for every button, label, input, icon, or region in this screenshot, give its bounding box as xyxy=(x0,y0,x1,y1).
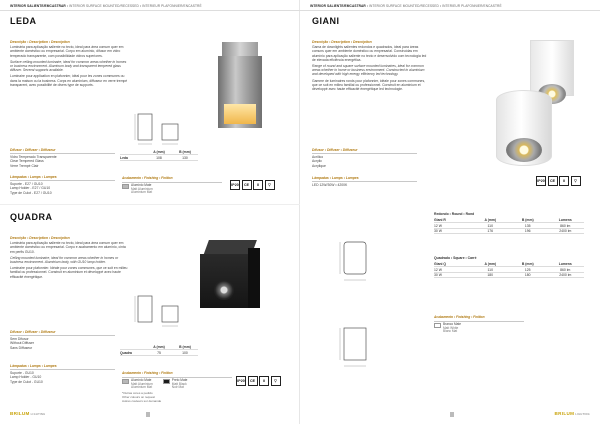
leda-diffuser-heading: Difusor • Diffuser • Diffuseur xyxy=(10,148,115,154)
table-cell: A (mm) xyxy=(153,150,165,155)
leda-finishing xyxy=(122,177,222,195)
leda-diffuser-line: Clear Tempered Glass xyxy=(10,159,44,164)
ip20-icon: IP20 xyxy=(230,180,240,190)
table-cell: 30 W xyxy=(434,272,442,277)
giani-square-drawing xyxy=(336,322,376,372)
giani-lamps xyxy=(312,176,417,187)
leda-desc-heading: Descrição • Description • Description xyxy=(10,40,70,44)
quadra-desc-fr: Luminaire pour plafonnier. Idéale pour zones communes, que ce soit en milieu familial ou professionnel. Construit en aluminium et développé avec haute efficacité énergétique. xyxy=(10,266,128,279)
leda-desc-pt: Luminária para aplicação saliente no tecto, ideal para área comum quer em ambiente doméstico ou empresarial. Corpo em alumínio, difusor em vidro temperado transparente, com possibilidade vidros superiores. xyxy=(10,45,124,58)
finish-label: Preto Mate xyxy=(171,377,188,382)
giani-diffuser xyxy=(312,148,417,168)
giani-title: GIANI xyxy=(312,16,340,26)
giani-diffuser-line: Acrylique xyxy=(312,163,326,168)
leda-diffuser-line: Verre Trempé Clair xyxy=(10,163,39,168)
giani-lamps-heading: Lâmpadas • Lamps • Lampes xyxy=(312,176,417,182)
table-row xyxy=(120,350,198,355)
table-cell: 12 W xyxy=(434,267,442,272)
ce-mark-icon: CE xyxy=(248,376,258,386)
class-ii-icon: II xyxy=(259,376,269,386)
table-cell: A (mm) xyxy=(153,345,165,350)
quadra-desc-en: Ceiling mounted luminaire, ideal for common areas whether in homes or business environment. Aluminium body, with GU10 lamp holder. xyxy=(10,255,119,265)
finish-label: Aluminium Mat xyxy=(131,385,153,390)
ip20-icon: IP20 xyxy=(536,176,546,186)
finish-label: Aluminium Mat xyxy=(131,190,153,195)
table-cell: 130 xyxy=(182,155,188,160)
giani-diffuser-line: Acrílico xyxy=(312,155,324,160)
ce-mark-icon: CE xyxy=(242,180,252,190)
leda-lamps xyxy=(10,175,115,195)
table-cell: 108 xyxy=(156,155,162,160)
finish-swatch xyxy=(434,323,441,328)
quadra-finishing xyxy=(122,372,232,404)
leda-description xyxy=(10,40,128,87)
page-header: INTERIOR SALIENTE/EMCASTRAR • INTERIOR SURFACE MOUNTED/RECESSED • INTERIEUR PLAFONNIER/ENCASTRÉ xyxy=(310,4,502,8)
note-line: *Outras cores a pedido xyxy=(122,391,153,396)
leda-lamp-line: Suporte - E27 / GU10 xyxy=(10,182,43,187)
finish-label: Matt Black xyxy=(171,381,187,386)
quadra-desc-pt: Luminária para aplicação saliente no tecto, ideal para área comum quer em ambiente doméstico ou empresarial. Corpo e acabamento em alumínio, cinta em perfis GU10. xyxy=(10,241,126,254)
leda-title: LEDA xyxy=(10,16,37,26)
giani-round-lens xyxy=(506,138,542,162)
finish-label: Alumínio Mate xyxy=(131,377,152,382)
leda-lamp-line: Lamp Holder - E27 / GU10 xyxy=(10,186,51,191)
finish-swatch-item xyxy=(122,184,212,195)
table-cell: B (mm) xyxy=(179,345,191,350)
page-marker xyxy=(450,412,454,417)
leda-diffuser xyxy=(10,148,115,168)
table-cell: 30 W xyxy=(434,228,442,233)
table-cell: B (mm) xyxy=(521,218,534,223)
quadra-dimensions-table xyxy=(120,345,198,356)
table-cell: Quadra xyxy=(120,350,132,355)
note-line: Autres couleurs sur demande xyxy=(122,398,162,403)
table-cell: Lumens xyxy=(558,218,572,223)
giani-finishing-heading: Acabamento • Finishing • Finition xyxy=(434,316,524,322)
giani-description xyxy=(312,40,430,91)
quadra-diffuser-line: Sem Difusor xyxy=(10,337,29,342)
table-cell: 12 W xyxy=(434,223,442,228)
table-cell: 135 xyxy=(524,223,531,228)
finish-swatch xyxy=(122,379,129,384)
table-cell: 110 xyxy=(487,223,493,228)
finish-label: Blanc Mat xyxy=(443,329,458,334)
leda-lamps-heading: Lâmpadas • Lamps • Lampes xyxy=(10,175,115,181)
quadra-colour-note xyxy=(122,392,232,403)
giani-lamp-line: LED 12W/30W • 4200K xyxy=(312,183,348,188)
section-divider xyxy=(0,204,300,205)
quadra-lamp-opening xyxy=(214,280,234,300)
giani-square-label: Quadrado • Square • Carré xyxy=(434,256,477,260)
finish-swatch xyxy=(163,379,170,384)
giani-square-table xyxy=(434,262,584,278)
table-cell: Lumens xyxy=(558,262,572,267)
table-cell: B (mm) xyxy=(179,150,191,155)
triangle-f-icon: ▽ xyxy=(271,376,281,386)
table-row xyxy=(120,155,198,160)
leda-finishing-heading: Acabamento • Finishing • Finition xyxy=(122,177,222,183)
page-header: INTERIOR SALIENTE/EMCASTRAR • INTERIOR SURFACE MOUNTED/RECESSED • INTERIEUR PLAFONNIER/ENCASTRÉ xyxy=(10,4,202,8)
leda-lamp-line: Type de Culot - E27 / GU10 xyxy=(10,190,52,195)
table-cell: 860 lm xyxy=(560,267,571,272)
leda-cert-icons xyxy=(230,180,275,190)
triangle-f-icon: ▽ xyxy=(265,180,275,190)
quadra-lamps xyxy=(10,364,115,384)
header-rule xyxy=(0,10,300,11)
brand-logo: BRILUMLIGHTING xyxy=(554,411,590,416)
table-cell: 2400 lm xyxy=(559,272,572,277)
class-ii-icon: II xyxy=(253,180,263,190)
quadra-product-image xyxy=(198,240,268,310)
table-cell: Leda xyxy=(120,155,128,160)
quadra-diffuser xyxy=(10,330,115,350)
giani-diffuser-heading: Difusor • Diffuser • Diffuseur xyxy=(312,148,417,154)
quadra-title: QUADRA xyxy=(10,212,53,222)
leda-glass xyxy=(224,104,256,124)
quadra-diffuser-line: Sans Diffuseur xyxy=(10,345,33,350)
giani-desc-en: Range of round and square surface mounted luminaires, ideal for common areas whether in home or business environment. Constructed in aluminium and developed with high energy efficiency led technology. xyxy=(312,64,425,77)
finish-label: Matt Aluminium xyxy=(131,186,153,191)
quadra-description xyxy=(10,236,128,279)
leda-diffuser-line: Vidro Temperado Transparente xyxy=(10,155,57,160)
ip20-icon: IP20 xyxy=(236,376,246,386)
quadra-lamp-line: Lamp Holder - GU10 xyxy=(10,375,42,380)
finish-label: Matt Aluminium xyxy=(131,381,153,386)
finish-label: Noir Mat xyxy=(171,385,184,390)
finish-label: Alumínio Mate xyxy=(131,182,152,187)
finish-label: Matt White xyxy=(443,325,459,330)
table-cell: Giani R xyxy=(434,218,446,223)
table-cell: A (mm) xyxy=(484,262,497,267)
giani-round-drawing xyxy=(336,236,376,286)
giani-square-label-wrap xyxy=(434,256,477,260)
quadra-lamps-heading: Lâmpadas • Lamps • Lampes xyxy=(10,364,115,370)
ce-mark-icon: CE xyxy=(548,176,558,186)
page-marker xyxy=(146,412,150,417)
table-cell: A (mm) xyxy=(484,218,497,223)
giani-desc-pt: Gama de downlights salientes redondos e quadrados, ideal para áreas comuns quer em ambiente doméstico ou empresarial. Construídas em alumínio para aplicação saliente no tecto e desenvolvido com tecnologia led de elevada eficiência energética. xyxy=(312,45,427,62)
leda-dimension-drawing xyxy=(132,108,192,148)
giani-diffuser-line: Acrylic xyxy=(312,159,322,164)
quadra-finishing-heading: Acabamento • Finishing • Finition xyxy=(122,372,232,378)
giani-product-image xyxy=(490,40,590,170)
finish-label: Branco Mate xyxy=(443,321,462,326)
giani-cert-icons xyxy=(536,176,581,186)
table-cell: 75 xyxy=(157,350,161,355)
right-page xyxy=(300,0,600,424)
table-cell: 860 lm xyxy=(560,223,571,228)
leda-desc-fr: Luminaire pour application en plafonnier, idéal pour les zones communes ou dans la maison ou la business. Corps en aluminium, diffuseur en verre trempé transparent, avec possibilité de divers type de supports. xyxy=(10,74,128,87)
leda-dimensions-table xyxy=(120,150,198,161)
table-cell: 180 xyxy=(524,272,531,277)
finish-swatch-item xyxy=(122,379,153,390)
table-cell: Giani Q xyxy=(434,262,447,267)
header-rule xyxy=(300,10,600,11)
giani-desc-fr: Gamme de luminaires ronds pour plafonnier, idéale pour zones communes, que ce soit en milieu familial ou professionnel. Construit en aluminium et développé avec haute efficacité énergétique led technologie. xyxy=(312,78,426,92)
table-cell: 100 xyxy=(182,350,188,355)
table-cell: 2400 lm xyxy=(559,228,572,233)
leda-desc-en: Surface ceiling-mounted luminaire, ideal for common areas whether in homes or business environment. Aluminum body and transparent tempered glass diffuser. Several supports available. xyxy=(10,59,127,73)
table-cell: 180 xyxy=(487,272,494,277)
giani-round-label xyxy=(434,212,474,216)
table-cell: 196 xyxy=(524,228,531,233)
giani-desc-heading: Descrição • Description • Description xyxy=(312,40,372,44)
table-cell: 125 xyxy=(524,267,531,272)
table-row xyxy=(434,229,584,234)
quadra-dimension-drawing xyxy=(132,290,192,330)
quadra-lamp-line: Type de Culot - GU10 xyxy=(10,379,43,384)
brand-logo: BRILUMLIGHTING xyxy=(10,411,46,416)
quadra-diffuser-line: Without Diffuser xyxy=(10,341,35,346)
note-line: Other colours on request xyxy=(122,394,156,399)
quadra-cert-icons xyxy=(236,376,281,386)
quadra-lamp-line: Suporte - GU10 xyxy=(10,371,34,376)
giani-round-label-text: Redondo • Round • Rond xyxy=(434,212,475,216)
class-ii-icon: II xyxy=(559,176,569,186)
finish-swatch-item xyxy=(434,323,514,334)
table-cell: 176 xyxy=(487,228,494,233)
triangle-f-icon: ▽ xyxy=(571,176,581,186)
giani-round-table xyxy=(434,218,584,234)
quadra-diffuser-heading: Difusor • Diffuser • Diffuseur xyxy=(10,330,115,336)
finish-swatch xyxy=(122,184,129,189)
leda-product-image xyxy=(218,42,262,128)
table-row xyxy=(434,273,584,278)
quadra-desc-heading: Descrição • Description • Description xyxy=(10,236,70,240)
giani-finishing xyxy=(434,316,524,334)
quadra-body-side xyxy=(248,248,260,308)
table-cell: B (mm) xyxy=(521,262,534,267)
finish-swatch-item xyxy=(163,379,188,390)
table-cell: 110 xyxy=(487,267,493,272)
